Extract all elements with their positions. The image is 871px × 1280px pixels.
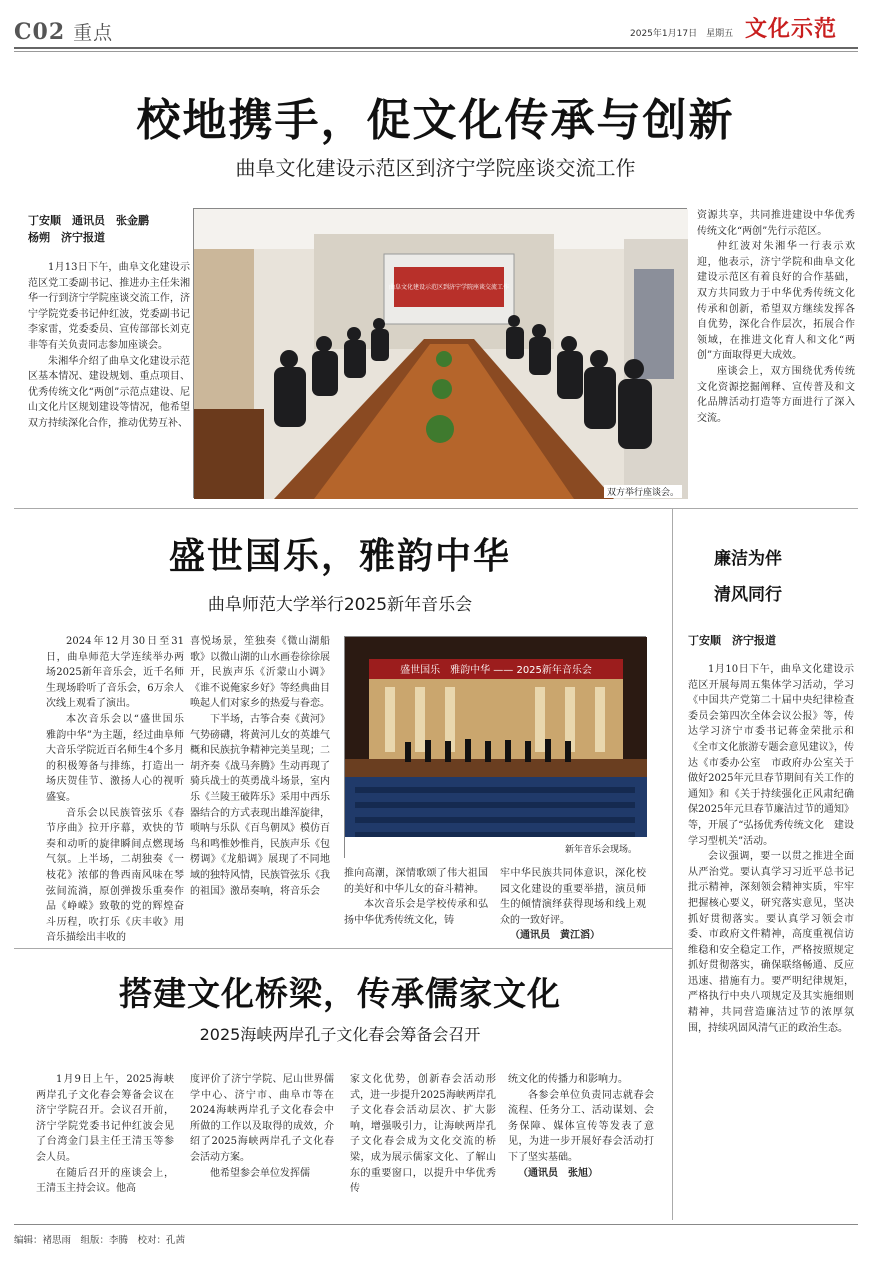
paragraph: 本次音乐会以“盛世国乐 雅韵中华”为主题，经过曲阜师大音乐学院近百名师生4个多月的积极筹备与排练，打造出一场庆贺佳节、激扬人心的视听盛宴。 — [46, 713, 194, 803]
article3-column-1 — [36, 1072, 174, 1212]
paragraph: 1月9日上午，2025海峡两岸孔子文化春会筹备会议在济宁学院召开。会议召开前，济宁学院党委书记仲红波会见了台湾金门县主任王清玉等参会人员。 — [36, 1074, 174, 1163]
paragraph: 他希望参会单位发挥儒 — [210, 1167, 310, 1179]
paragraph: 仲红波对朱湘华一行表示欢迎，他表示，济宁学院和曲阜文化建设示范区有着良好的合作基础，双方共同致力于中华优秀传统文化传承和创新，希望双方继续发挥各自优势，深化合作层次，拓展合作领域，在推进文化育人和文化“两创”方面取得更大成效。 — [697, 241, 855, 362]
article1-column-1 — [28, 260, 190, 496]
page-code: C02 — [14, 19, 66, 45]
article2-column-3 — [344, 866, 488, 940]
article3-signature: （通讯员 张旭） — [518, 1167, 598, 1179]
sidebar-column — [688, 662, 854, 1192]
header-rule — [14, 47, 858, 49]
paragraph: 喜悦场景，笙独奏《微山湖船歌》以微山湖的山水画卷徐徐展开，民族声乐《沂蒙山小调》《谁不说俺家乡好》等经典曲目唤起人们对家乡的热爱与眷恋。 — [190, 636, 330, 710]
article2-column-4 — [500, 866, 646, 940]
issue-date: 2025年1月17日 星期五 — [630, 29, 734, 39]
article1-photo — [193, 208, 687, 498]
article3-subtitle: 2025海峡两岸孔子文化春会筹备会召开 — [199, 1025, 481, 1044]
paragraph: 音乐会以民族管弦乐《春节序曲》拉开序幕，欢快的节奏和动听的旋律瞬间点燃现场气氛。上半场，二胡独奏《一枝花》浓郁的鲁西南风味在琴弦间流淌，原创弹拨乐重奏作品《峥嵘》致敬的党的辉煌奋斗历程，吹打乐《庆丰收》用音乐描绘出丰收的 — [46, 807, 184, 944]
paragraph: 牢中华民族共同体意识，深化校园文化建设的重要举措，演员师生的倾情演绎获得现场和线上观众的一致好评。 — [500, 868, 646, 926]
paragraph: 统文化的传播力和影响力。 — [508, 1074, 628, 1085]
footer-rule — [14, 1224, 858, 1225]
paragraph: 座谈会上，双方围绕优秀传统文化资源挖掘阐释、宣传普及和文化品牌活动打造等方面进行了深入交流。 — [697, 365, 855, 424]
article2-column-1 — [46, 634, 194, 944]
sidebar-byline: 丁安顺 济宁报道 — [688, 634, 776, 647]
sidebar-title-line2: 清风同行 — [714, 585, 782, 605]
page-footer: 编辑：褚思雨 组版：李腾 校对：孔茜 — [14, 1235, 186, 1246]
article2-photo-caption: 新年音乐会现场。 — [565, 845, 638, 855]
meeting-photo-illustration — [194, 209, 688, 499]
banner-text: 盛世国乐 雅韵中华 —— 2025新年音乐会 — [400, 665, 592, 676]
section-divider — [14, 508, 858, 509]
paragraph: 在随后召开的座谈会上，王清玉主持会议。他高 — [36, 1167, 174, 1195]
article2-title: 盛世国乐，雅韵中华 — [168, 535, 511, 577]
article3-title: 搭建文化桥梁，传承儒家文化 — [119, 974, 561, 1013]
article1-title: 校地携手，促文化传承与创新 — [136, 95, 735, 146]
article2-subtitle: 曲阜师范大学举行2025新年音乐会 — [207, 595, 473, 615]
paragraph: 本次音乐会是学校传承和弘扬中华优秀传统文化，铸 — [344, 899, 488, 926]
paragraph: 下半场，古筝合奏《黄河》气势磅礴，将黄河儿女的英雄气概和民族抗争精神完美呈现；二胡齐奏《战马奔腾》生动再现了骑兵战士的英勇战斗场景，室内乐《兰陵王破阵乐》采用中西乐器结合的方式表现出雄浑旋律，唢呐与乐队《百鸟朝凤》模仿百鸟和鸣惟妙惟肖，民族声乐《包楞调》《龙船调》展现了不同地域的独特风情，民族管弦乐《我的祖国》激昂奏响，将音乐会 — [190, 713, 330, 897]
paragraph: 朱湘华介绍了曲阜文化建设示范区基本情况、建设规划、重点项目、优秀传统文化“两创”示范点建设、尼山文化片区规划建设等情况，他希望双方持续深化合作，推动优势互补、 — [28, 355, 190, 429]
paragraph: 1月10日下午，曲阜文化建设示范区开展每周五集体学习活动，学习《中国共产党第二十届中央纪律检查委员会第四次全体会议公报》等，传达学习济宁市委书记蒋金荣批示和《全市文化旅游专题会意见建议》，传达《市委办公室 市政府办公室关于做好2025年元旦春节期间有关工作的通知》和《关于持续强化正风肃纪确保2025年元旦春节廉洁过节的通知》等，开展了“弘扬优秀传统文化 建设学习型机关”活动。 — [688, 664, 854, 847]
paragraph: 各参会单位负责同志就春会流程、任务分工、活动谋划、会务保障、媒体宣传等发表了意见，为进一步开展好春会活动打下了坚实基础。 — [508, 1089, 654, 1163]
paragraph: 2024年12月30日至31日，曲阜师范大学连续举办两场2025新年音乐会，近千名师生现场聆听了音乐会，6万余人次线上观看了演出。 — [46, 636, 184, 710]
paragraph: 1月13日下午，曲阜文化建设示范区党工委副书记、推进办主任朱湘华一行到济宁学院座谈交流工作，济宁学院党委书记仲红波，党委副书记李家雷，党委委员、宣传部部长刘克非等有关负责同志参加座谈会。 — [28, 262, 190, 351]
article3-column-3 — [350, 1072, 496, 1212]
paragraph: 资源共享，共同推进建设中华优秀传统文化“两创”先行示范区。 — [697, 210, 855, 237]
article1-subtitle: 曲阜文化建设示范区到济宁学院座谈交流工作 — [235, 156, 636, 180]
header-rule-thin — [14, 51, 858, 52]
sidebar-title-line1: 廉洁为伴 — [714, 549, 782, 569]
article3-column-2 — [190, 1072, 334, 1212]
paragraph: 会议强调，要一以贯之推进全面从严治党。要认真学习习近平总书记批示精神，深刻领会精神实质，牢牢把握核心要义，研究落实意见，坚决抓好贯彻落实。要认真学习领会市委、市政府文件精神，高度重视信访维稳和安全稳定工作，严格按照规定抓好贯彻落实，确保联络畅通、反应迅速、措施有力。要严明纪律规矩，严格执行中央八项规定及其实施细则精神，共同营造廉洁过节的浓厚氛围，持续巩固风清气正的政治生态。 — [688, 851, 854, 1034]
article1-photo-caption: 双方举行座谈会。 — [604, 485, 682, 498]
article2-column-2 — [190, 634, 330, 940]
page-header — [14, 18, 113, 45]
article1-byline: 丁安顺 通讯员 张金鹏 杨朔 济宁报道 — [28, 214, 149, 244]
article3-column-4 — [508, 1072, 654, 1212]
concert-photo-illustration — [345, 637, 647, 859]
brand-logo: 文化示范 — [745, 17, 838, 42]
paragraph: 度评价了济宁学院、尼山世界儒学中心、济宁市、曲阜市等在2024海峡两岸孔子文化春会中所做的工作以及取得的成效，介绍了2025海峡两岸孔子文化春会活动方案。 — [190, 1074, 334, 1163]
paragraph: 家文化优势，创新春会活动形式，进一步提升2025海峡两岸孔子文化春会活动层次、扩大影响，增强吸引力，让海峡两岸孔子文化春会成为文化交流的桥梁，成为展示儒家文化、了解山东的重要窗口，以提升中华优秀传 — [350, 1074, 496, 1195]
screen-text: 曲阜文化建设示范区到济宁学院座谈交流工作 — [388, 284, 510, 291]
section-name: 重点 — [73, 22, 114, 44]
article1-column-2 — [697, 208, 855, 498]
paragraph: 推向高潮，深情歌颂了伟大祖国的美好和中华儿女的奋斗精神。 — [344, 868, 488, 895]
sidebar-divider — [672, 508, 673, 1220]
section-divider — [14, 948, 672, 949]
article2-signature: （通讯员 黄江滔） — [510, 930, 600, 942]
article2-photo — [344, 636, 646, 858]
